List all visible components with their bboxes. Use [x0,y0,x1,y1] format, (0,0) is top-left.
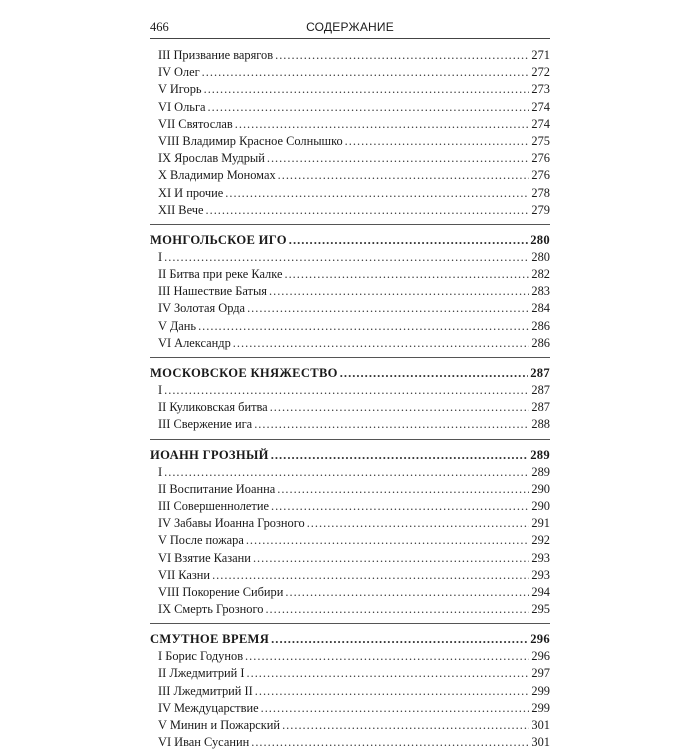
header-rule [150,38,550,39]
dot-leader [208,99,530,116]
entry-page-number: 280 [531,249,550,264]
entry-title: IV Междуцарствие [158,700,259,715]
entry-title: IV Золотая Орда [158,301,246,316]
entry-title: V Дань [158,318,197,333]
toc-entry [150,550,550,567]
entry-title: VI Ольга [158,99,206,114]
toc-entry [150,133,550,150]
dot-leader [277,481,529,498]
entry-page-number: 294 [531,584,550,599]
toc-entry [150,335,550,352]
entry-page-number: 301 [531,718,550,732]
toc-entry [150,464,550,481]
dot-leader [204,81,530,98]
toc-entry [150,498,550,515]
toc-entry [150,266,550,283]
entry-page-number: 287 [531,383,550,397]
page-header [150,18,550,40]
dot-leader [254,416,529,433]
entry-page-number: 282 [531,267,550,282]
dot-leader [271,498,529,515]
section-divider [150,357,550,358]
entry-title: VI Иван Сусанин [158,735,250,750]
entry-title: II Воспитание Иоанна [158,481,276,496]
entry-page-number: 271 [531,48,550,62]
entry-page-number: 292 [531,533,550,548]
entry-page-number: 296 [531,649,550,664]
entry-page-number: 279 [531,202,550,217]
section-page-number: 296 [530,632,550,647]
section-page-number: 287 [530,366,550,380]
toc-entry [150,601,550,618]
dot-leader [206,202,530,219]
entry-title: I [158,383,163,397]
toc-section-heading [150,630,550,648]
dot-leader [284,266,529,283]
running-title: СОДЕРЖАНИЕ [306,20,394,34]
dot-leader [198,318,529,335]
dot-leader [278,167,530,184]
toc-section-heading [150,446,550,464]
toc-entry [150,717,550,734]
toc-entry [150,150,550,167]
entry-title: II Битва при реке Калке [158,267,283,282]
entry-title: V Игорь [158,82,202,97]
entry-title: IV Забавы Иоанна Грозного [158,516,305,531]
dot-leader [269,283,529,300]
entry-title: VIII Покорение Сибири [158,584,284,599]
entry-page-number: 293 [531,550,550,565]
toc-entry [150,665,550,682]
entry-title: VI Александр [158,335,231,350]
toc-entry [150,185,550,202]
entry-title: X Владимир Мономах [158,168,276,183]
entry-page-number: 299 [531,683,550,698]
entry-page-number: 284 [531,301,550,316]
dot-leader [271,630,528,648]
toc-entry [150,167,550,184]
section-title: СМУТНОЕ ВРЕМЯ [150,632,270,647]
section-page-number: 280 [530,232,550,247]
entry-title: III Нашествие Батыя [158,284,267,299]
section-page-number: 289 [530,447,550,462]
entry-page-number: 287 [531,400,550,415]
dot-leader [247,300,529,317]
toc-entry [150,47,550,64]
entry-title: V После пожара [158,533,244,548]
dot-leader [289,231,528,249]
entry-title: IV Олег [158,65,200,80]
toc-entry [150,300,550,317]
toc-entry [150,382,550,399]
entry-page-number: 301 [531,735,550,750]
dot-leader [265,601,529,618]
toc-entry [150,283,550,300]
entry-page-number: 273 [531,82,550,97]
toc-entry [150,532,550,549]
dot-leader [212,567,529,584]
entry-page-number: 272 [531,65,550,80]
toc-entry [150,64,550,81]
entry-page-number: 295 [531,602,550,617]
toc-entry [150,584,550,601]
dot-leader [164,464,529,481]
entry-title: VII Казни [158,567,211,582]
entry-page-number: 299 [531,700,550,715]
toc-entry [150,734,550,751]
entry-title: VI Взятие Казани [158,550,251,565]
dot-leader [251,734,529,751]
entry-title: I [158,249,163,264]
dot-leader [285,584,529,601]
entry-title: VIII Владимир Красное Солнышко [158,133,343,148]
entry-page-number: 283 [531,284,550,299]
toc-entry [150,318,550,335]
toc-entry [150,567,550,584]
entry-title: IX Смерть Грозного [158,602,264,617]
toc-entry [150,700,550,717]
entry-title: XI И прочие [158,185,224,200]
entry-page-number: 286 [531,335,550,350]
section-title: МОНГОЛЬСКОЕ ИГО [150,232,287,247]
dot-leader [267,150,530,167]
toc-entry [150,202,550,219]
dot-leader [270,399,530,416]
toc-entry [150,99,550,116]
entry-page-number: 275 [531,133,550,148]
entry-page-number: 291 [531,516,550,531]
section-divider [150,224,550,225]
entry-page-number: 293 [531,567,550,582]
entry-page-number: 290 [531,481,550,496]
entry-page-number: 276 [531,168,550,183]
toc-entry [150,481,550,498]
entry-page-number: 276 [531,151,550,166]
dot-leader [245,648,529,665]
section-title: ИОАНН ГРОЗНЫЙ [150,447,269,462]
dot-leader [164,382,529,399]
toc-entry [150,249,550,266]
entry-title: III Призвание варягов [158,48,274,62]
dot-leader [246,532,530,549]
toc-section-heading [150,364,550,382]
entry-page-number: 278 [531,185,550,200]
toc-entry [150,683,550,700]
dot-leader [247,665,530,682]
dot-leader [275,47,529,64]
entry-page-number: 297 [531,666,550,681]
dot-leader [345,133,530,150]
toc-entry [150,116,550,133]
entry-title: III Совершеннолетие [158,498,269,513]
dot-leader [282,717,529,734]
entry-title: III Лжедмитрий II [158,683,253,698]
dot-leader [255,683,530,700]
section-title: МОСКОВСКОЕ КНЯЖЕСТВО [150,366,338,380]
toc-section-heading [150,231,550,249]
entry-page-number: 289 [531,464,550,479]
entry-title: IX Ярослав Мудрый [158,151,265,166]
entry-title: II Лжедмитрий I [158,666,245,681]
toc-entry [150,81,550,98]
dot-leader [225,185,529,202]
entry-page-number: 286 [531,318,550,333]
dot-leader [307,515,530,532]
entry-title: XII Вече [158,202,204,217]
dot-leader [271,446,528,464]
toc-entry [150,416,550,433]
toc-entry [150,399,550,416]
dot-leader [202,64,530,81]
dot-leader [164,249,529,266]
dot-leader [233,335,530,352]
entry-title: V Минин и Пожарский [158,718,281,732]
entry-title: VII Святослав [158,116,233,131]
entry-page-number: 274 [531,99,550,114]
dot-leader [340,364,528,382]
entry-page-number: 274 [531,116,550,131]
table-of-contents [150,47,550,751]
dot-leader [261,700,530,717]
dot-leader [235,116,530,133]
dot-leader [253,550,529,567]
entry-page-number: 288 [531,417,550,432]
entry-title: III Свержение ига [158,417,253,432]
entry-page-number: 290 [531,498,550,513]
entry-title: I [158,464,163,479]
section-divider [150,439,550,440]
page-number: 466 [150,20,169,34]
toc-entry [150,648,550,665]
section-divider [150,623,550,624]
toc-entry [150,515,550,532]
entry-title: II Куликовская битва [158,400,268,415]
entry-title: I Борис Годунов [158,649,244,664]
